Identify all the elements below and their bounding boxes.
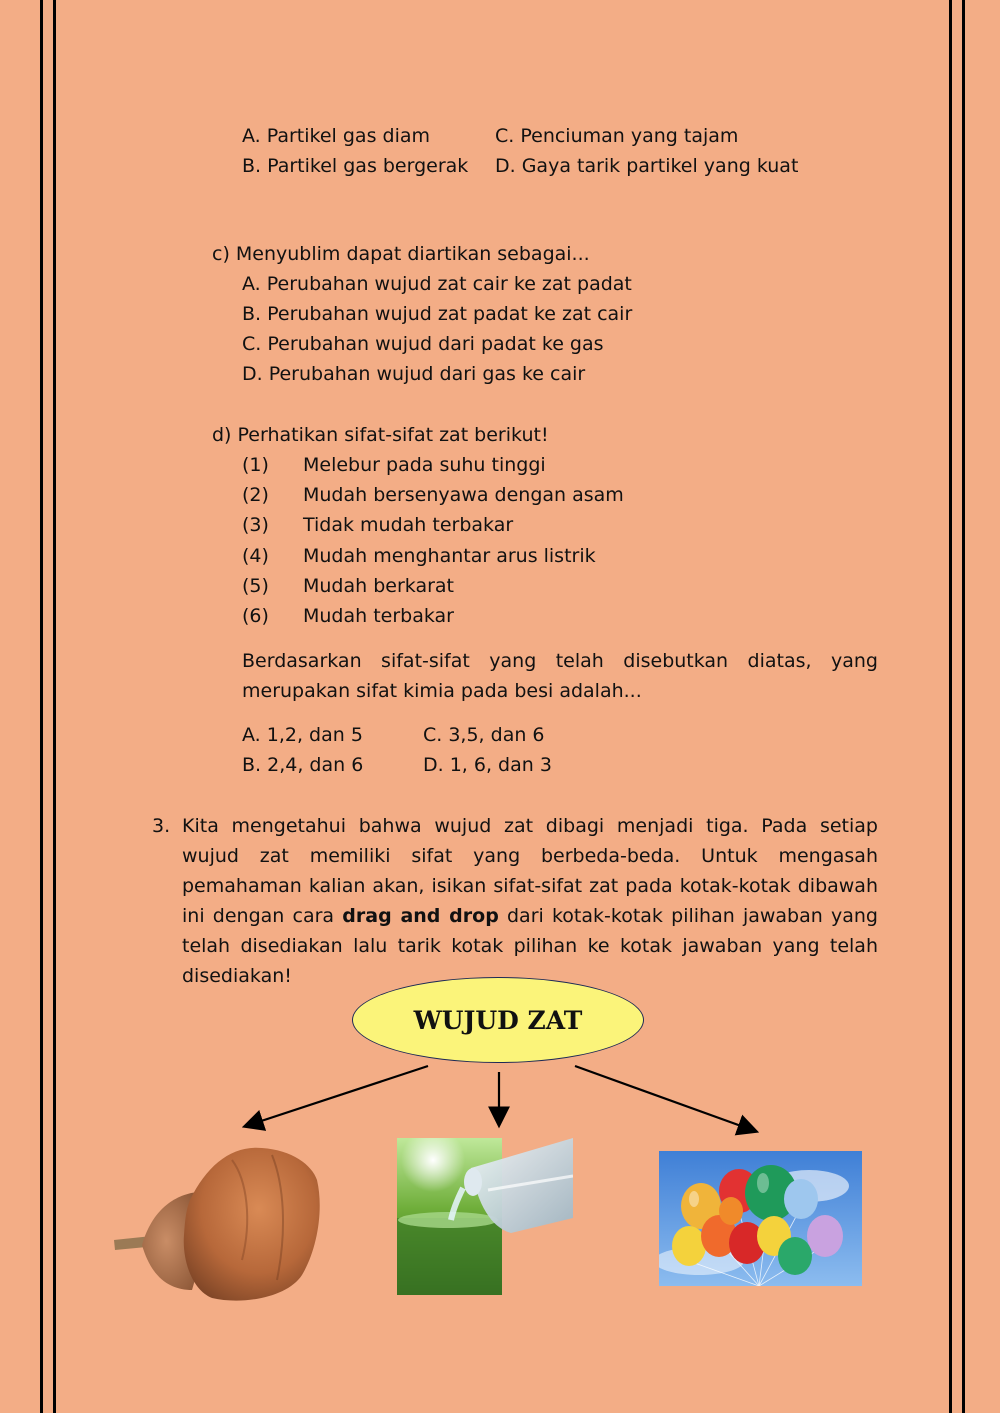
option-c: C. Penciuman yang tajam [495, 125, 739, 147]
question-d-prompt: Berdasarkan sifat-sifat yang telah disebutkan diatas, yang merupakan sifat kimia pada besi adalah... [242, 650, 878, 702]
option-a: A. Partikel gas diam [242, 125, 430, 147]
option-a: A. Perubahan wujud zat cair ke zat padat [242, 273, 632, 295]
option-b: B. Perubahan wujud zat padat ke zat cair [242, 303, 633, 325]
property-number: (3) [242, 514, 269, 536]
option-d: D. Gaya tarik partikel yang kuat [495, 155, 799, 177]
property-text: Melebur pada suhu tinggi [303, 454, 546, 476]
diagram-title: WUJUD ZAT [413, 1005, 583, 1035]
option-c: C. 3,5, dan 6 [423, 724, 545, 746]
arrow-to-gas [575, 1066, 755, 1131]
option-c: C. Perubahan wujud dari padat ke gas [242, 333, 604, 355]
balloons-image [659, 1151, 862, 1286]
property-number: (4) [242, 545, 269, 567]
property-text: Tidak mudah terbakar [303, 514, 514, 536]
property-number: (6) [242, 605, 269, 627]
property-number: (5) [242, 575, 269, 597]
property-number: (1) [242, 454, 269, 476]
property-text: Mudah menghantar arus listrik [303, 545, 596, 567]
property-text: Mudah bersenyawa dengan asam [303, 484, 624, 506]
question-d: d) Perhatikan sifat-sifat zat berikut! [212, 424, 549, 446]
question-3-number: 3. [152, 815, 171, 837]
question-3-bold: drag and drop [342, 905, 499, 927]
question-3-text-start: Kita mengetahui bahwa wujud zat dibagi menjadi tiga. Pada setiap wujud zat memiliki sifat yang berbeda-beda. Untuk mengasah pemahaman kalian akan, isikan sifat-sifat zat pada kotak-kotak dibawah ini dengan cara [182, 815, 878, 927]
option-d: D. Perubahan wujud dari gas ke cair [242, 363, 586, 385]
rock-image [112, 1140, 327, 1305]
question-3-text-end: dari kotak-kotak pilihan jawaban yang telah disediakan lalu tarik kotak pilihan ke kotak jawaban yang telah disediakan! [182, 905, 878, 987]
property-number: (2) [242, 484, 269, 506]
question-c: c) Menyublim dapat diartikan sebagai... [212, 243, 590, 265]
option-d: D. 1, 6, dan 3 [423, 754, 552, 776]
property-text: Mudah terbakar [303, 605, 454, 627]
property-text: Mudah berkarat [303, 575, 454, 597]
option-b: B. Partikel gas bergerak [242, 155, 469, 177]
arrow-to-solid [246, 1066, 428, 1126]
option-a: A. 1,2, dan 5 [242, 724, 363, 746]
water-image [393, 1138, 573, 1295]
option-b: B. 2,4, dan 6 [242, 754, 364, 776]
